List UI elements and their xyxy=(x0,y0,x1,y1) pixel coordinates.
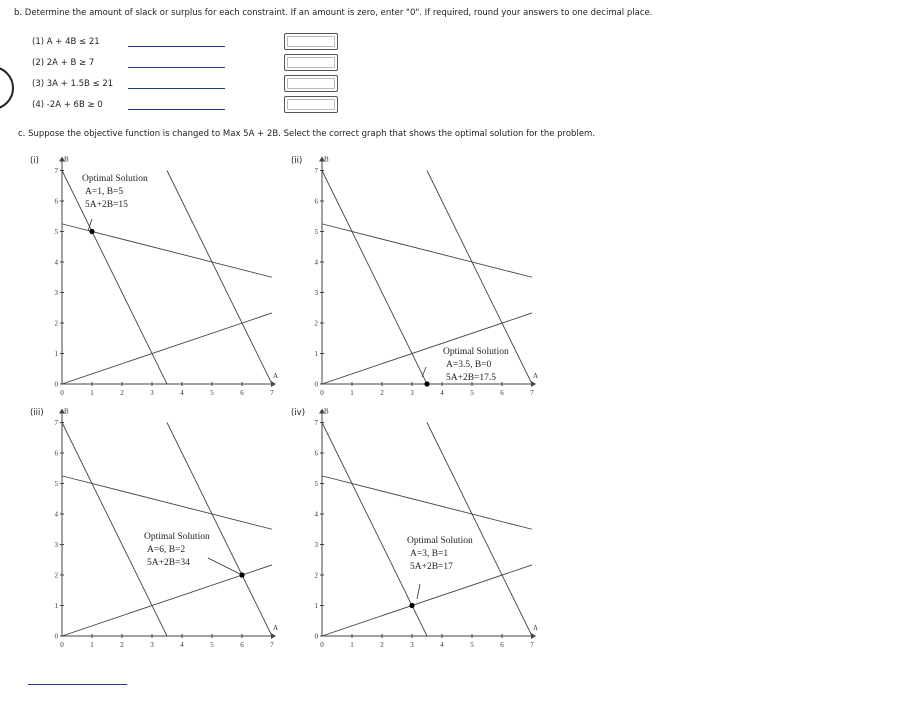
y-tick-label: 7 xyxy=(54,167,58,175)
y-tick-label: 1 xyxy=(54,602,58,610)
x-tick-label: 2 xyxy=(120,389,124,397)
y-tick-label: 0 xyxy=(314,632,318,641)
annotation-text: A=3.5, B=0 xyxy=(446,360,492,370)
x-axis-label: A xyxy=(273,624,279,632)
constraint-4-label: (4) -2A + 6B ≥ 0 xyxy=(32,100,103,110)
x-tick-label: 2 xyxy=(120,641,124,649)
graph-option-i-label: (i) xyxy=(30,156,39,166)
x-tick-label: 4 xyxy=(180,641,184,649)
y-tick-label: 2 xyxy=(54,319,58,328)
x-tick-label: 7 xyxy=(270,389,274,397)
y-tick-label: 3 xyxy=(54,289,58,297)
annotation-leader xyxy=(417,584,420,599)
x-axis-label: A xyxy=(533,372,539,380)
x-tick-label: 7 xyxy=(530,641,534,649)
x-tick-label: 6 xyxy=(240,641,244,649)
x-tick-label: 7 xyxy=(530,389,534,397)
annotation-text: A=3, B=1 xyxy=(410,549,449,559)
x-tick-label: 0 xyxy=(320,641,324,649)
x-tick-label: 6 xyxy=(500,641,504,649)
y-tick-label: 4 xyxy=(314,510,318,519)
y-tick-label: 5 xyxy=(314,228,318,236)
y-tick-label: 5 xyxy=(54,228,58,236)
x-tick-label: 4 xyxy=(440,641,444,649)
x-tick-label: 6 xyxy=(500,389,504,397)
x-tick-label: 4 xyxy=(180,389,184,397)
x-tick-label: 1 xyxy=(90,641,94,649)
constraint-2-label: (2) 2A + B ≥ 7 xyxy=(32,58,95,68)
annotation-text: 5A+2B=15 xyxy=(85,200,128,210)
optimal-point xyxy=(409,603,414,608)
constraint-line xyxy=(322,565,532,636)
annotation-text: 5A+2B=34 xyxy=(147,558,190,568)
x-tick-label: 5 xyxy=(210,389,214,397)
constraint-line xyxy=(322,476,532,529)
x-tick-label: 7 xyxy=(270,641,274,649)
annotation-text: 5A+2B=17.5 xyxy=(446,373,497,383)
annotation-text: A=1, B=5 xyxy=(85,187,124,197)
part-c-prompt: c. Suppose the objective function is changed to Max 5A + 2B. Select the correct graph that shows the optimal solution for the problem. xyxy=(18,129,596,139)
x-tick-label: 1 xyxy=(90,389,94,397)
x-tick-label: 4 xyxy=(440,389,444,397)
x-tick-label: 2 xyxy=(380,641,384,649)
y-tick-label: 4 xyxy=(314,258,318,267)
y-tick-label: 0 xyxy=(314,380,318,389)
y-tick-label: 2 xyxy=(314,571,318,580)
y-tick-label: 7 xyxy=(54,419,58,427)
y-tick-label: 2 xyxy=(314,319,318,328)
x-tick-label: 1 xyxy=(350,641,354,649)
annotation-text: A=6, B=2 xyxy=(147,545,186,555)
x-tick-label: 3 xyxy=(410,641,414,649)
annotation-text: 5A+2B=17 xyxy=(410,562,453,572)
y-tick-label: 3 xyxy=(314,541,318,549)
y-tick-label: 2 xyxy=(54,571,58,580)
annotation-text: Optimal Solution xyxy=(144,532,210,542)
y-tick-label: 1 xyxy=(54,350,58,358)
y-tick-label: 6 xyxy=(314,449,318,458)
y-tick-label: 6 xyxy=(314,197,318,206)
y-tick-label: 4 xyxy=(54,258,58,267)
y-tick-label: 1 xyxy=(314,602,318,610)
annotation-text: Optimal Solution xyxy=(407,536,473,546)
graph-option-ii-label: (ii) xyxy=(291,156,303,166)
constraint-3-label: (3) 3A + 1.5B ≤ 21 xyxy=(32,79,114,89)
y-tick-label: 4 xyxy=(54,510,58,519)
x-axis-label: A xyxy=(533,624,539,632)
x-tick-label: 3 xyxy=(150,389,154,397)
y-axis-label: B xyxy=(64,407,69,416)
y-tick-label: 1 xyxy=(314,350,318,358)
y-tick-label: 7 xyxy=(314,419,318,427)
y-tick-label: 5 xyxy=(314,480,318,488)
y-tick-label: 6 xyxy=(54,449,58,458)
x-tick-label: 5 xyxy=(470,389,474,397)
part-b-prompt: b. Determine the amount of slack or surplus for each constraint. If an amount is zero, enter "0". If required, round your answers to one decimal place. xyxy=(14,8,653,18)
x-tick-label: 0 xyxy=(60,389,64,397)
x-tick-label: 0 xyxy=(320,389,324,397)
constraint-line xyxy=(427,423,532,637)
y-axis-label: B xyxy=(64,155,69,164)
x-tick-label: 2 xyxy=(380,389,384,397)
constraint-1-label: (1) A + 4B ≤ 21 xyxy=(32,37,100,47)
x-tick-label: 3 xyxy=(410,389,414,397)
x-tick-label: 5 xyxy=(470,641,474,649)
x-tick-label: 3 xyxy=(150,641,154,649)
y-axis-label: B xyxy=(324,407,329,416)
y-tick-label: 0 xyxy=(54,632,58,641)
y-tick-label: 0 xyxy=(54,380,58,389)
y-tick-label: 5 xyxy=(54,480,58,488)
part-c-answer-line[interactable] xyxy=(28,684,127,685)
x-tick-label: 1 xyxy=(350,389,354,397)
x-tick-label: 0 xyxy=(60,641,64,649)
x-tick-label: 5 xyxy=(210,641,214,649)
x-axis-label: A xyxy=(273,372,279,380)
y-tick-label: 3 xyxy=(314,289,318,297)
graph-option-iv-label: (iv) xyxy=(291,408,306,418)
y-tick-label: 6 xyxy=(54,197,58,206)
annotation-text: Optimal Solution xyxy=(443,347,509,357)
graph-option-iii-label: (iii) xyxy=(30,408,44,418)
y-tick-label: 7 xyxy=(314,167,318,175)
y-axis-label: B xyxy=(324,155,329,164)
y-tick-label: 3 xyxy=(54,541,58,549)
annotation-text: Optimal Solution xyxy=(82,174,148,184)
x-tick-label: 6 xyxy=(240,389,244,397)
